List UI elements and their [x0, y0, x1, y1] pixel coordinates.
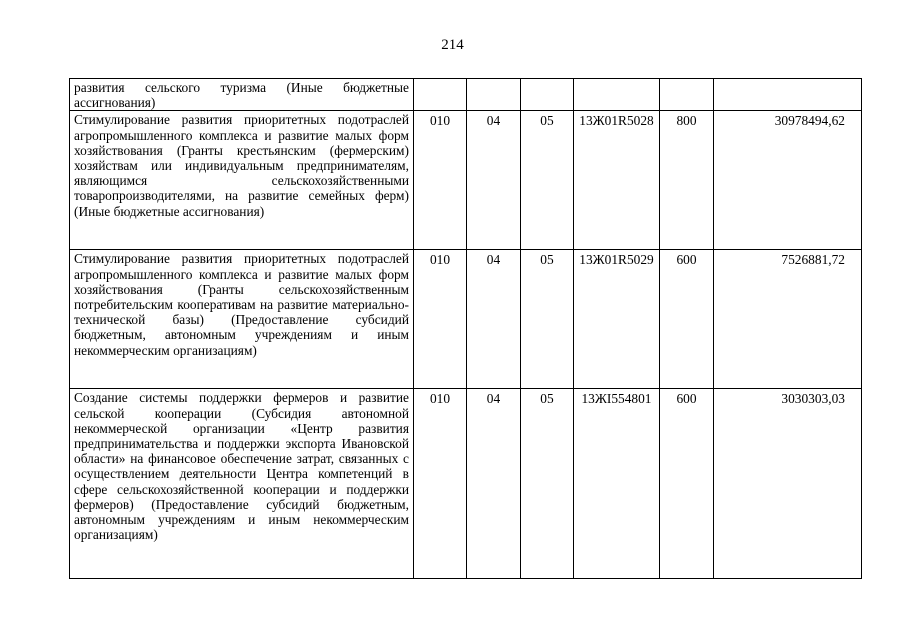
expense-type-code: 600	[660, 250, 714, 389]
amount: 30978494,62	[714, 111, 862, 250]
page-number: 214	[441, 37, 464, 53]
amount: 3030303,03	[714, 389, 862, 579]
section-code: 010	[414, 111, 467, 250]
target-code: 13Ж01R5028	[574, 111, 660, 250]
table-row	[70, 79, 862, 111]
target-code: 13Ж01R5029	[574, 250, 660, 389]
row-name: развития сельского туризма (Иные бюджетные ассигнования)	[70, 79, 414, 111]
item-code: 05	[521, 250, 574, 389]
item-code	[521, 79, 574, 111]
section-code: 010	[414, 250, 467, 389]
table-row	[70, 111, 862, 250]
row-name: Стимулирование развития приоритетных подотраслей агропромышленного комплекса и развитие малых форм хозяйствования (Гранты сельскохозяйственным потребительским кооперативам на развитие материально-технической базы) (Предоставление субсидий бюджетным, автономным учреждениям и иным некоммерческим организациям)	[70, 250, 414, 389]
item-code: 05	[521, 389, 574, 579]
budget-table	[69, 78, 862, 579]
row-name: Стимулирование развития приоритетных подотраслей агропромышленного комплекса и развитие малых форм хозяйствования (Гранты крестьянским (фермерским) хозяйствам или индивидуальным предпринимателям, являющимся сельскохозяйственными товаропроизводителями, на развитие семейных ферм) (Иные бюджетные ассигнования)	[70, 111, 414, 250]
expense-type-code	[660, 79, 714, 111]
section-code	[414, 79, 467, 111]
target-code: 13ЖI554801	[574, 389, 660, 579]
subsection-code	[467, 79, 521, 111]
item-code: 05	[521, 111, 574, 250]
amount: 7526881,72	[714, 250, 862, 389]
subsection-code: 04	[467, 250, 521, 389]
expense-type-code: 800	[660, 111, 714, 250]
section-code: 010	[414, 389, 467, 579]
subsection-code: 04	[467, 389, 521, 579]
table-row	[70, 389, 862, 579]
target-code	[574, 79, 660, 111]
subsection-code: 04	[467, 111, 521, 250]
table-row	[70, 250, 862, 389]
amount	[714, 79, 862, 111]
row-name: Создание системы поддержки фермеров и развитие сельской кооперации (Субсидия автономной некоммерческой организации «Центр развития предпринимательства и поддержки экспорта Ивановской области» на финансовое обеспечение затрат, связанных с осуществлением деятельности Центра компетенций в сфере сельскохозяйственной кооперации и поддержки фермеров) (Предоставление субсидий бюджетным, автономным учреждениям и иным некоммерческим организациям)	[70, 389, 414, 579]
expense-type-code: 600	[660, 389, 714, 579]
